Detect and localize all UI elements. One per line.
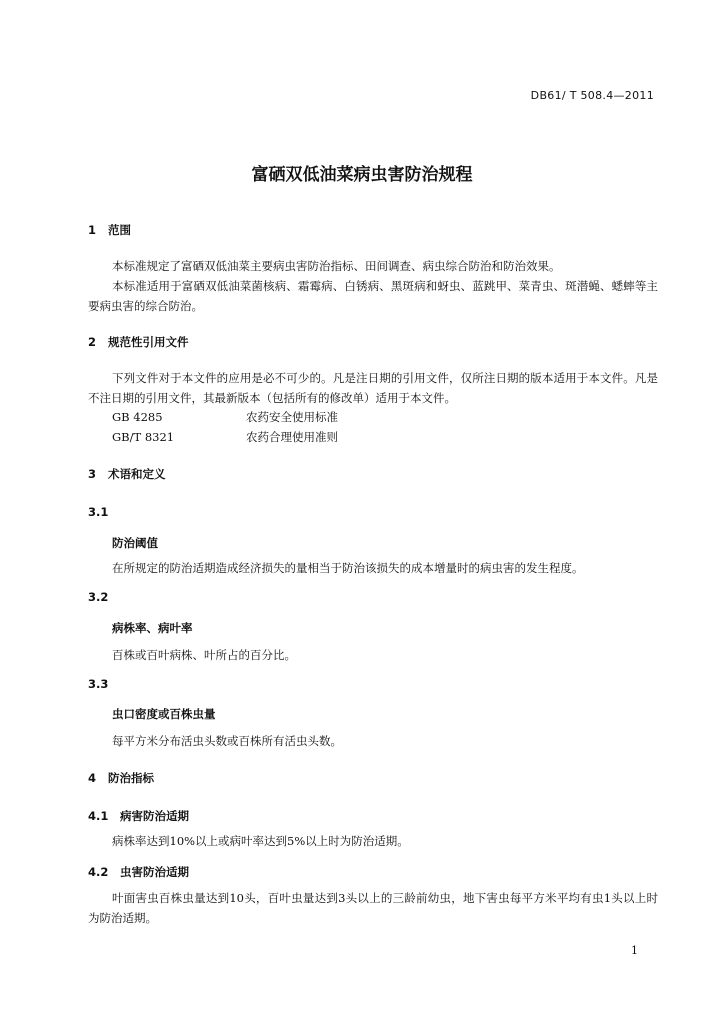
scope-paragraph-2: 本标准适用于富硒双低油菜菌核病、霜霉病、白锈病、黑斑病和蚜虫、蓝跳甲、菜青虫、斑潜蝇、蟋蟀等主要病虫害的综合防治。	[88, 279, 658, 313]
subsection-title: 病害防治适期	[120, 809, 189, 823]
section-1-heading	[88, 222, 131, 238]
scope-paragraph-1: 本标准规定了富硒双低油菜主要病虫害防治指标、田间调查、病虫综合防治和防治效果。	[112, 259, 561, 273]
section-number: 3	[88, 467, 97, 481]
section-2-heading	[88, 334, 189, 350]
section-number: 2	[88, 335, 97, 349]
section-title: 规范性引用文件	[108, 335, 189, 349]
section-title: 防治指标	[108, 771, 154, 785]
reference-item	[112, 429, 338, 445]
subsection-title: 虫害防治适期	[120, 865, 189, 879]
term-name: 病株率、病叶率	[112, 621, 193, 635]
section-3-heading	[88, 466, 166, 482]
disease-control-period-text: 病株率达到10%以上或病叶率达到5%以上时为防治适期。	[112, 834, 409, 848]
pest-control-period-text: 叶面害虫百株虫量达到10头，百叶虫量达到3头以上的三龄前幼虫，地下害虫每平方米平均有虫1头以上时为防治适期。	[88, 891, 658, 925]
reference-code: GB/T 8321	[112, 430, 175, 444]
term-number: 3.2	[88, 590, 109, 604]
reference-name: 农药安全使用标准	[246, 410, 338, 424]
term-definition: 每平方米分布活虫头数或百株所有活虫头数。	[112, 734, 342, 748]
term-definition: 百株或百叶病株、叶所占的百分比。	[112, 648, 296, 662]
subsection-number: 4.2	[88, 865, 109, 879]
term-number: 3.3	[88, 677, 109, 691]
reference-code: GB 4285	[112, 410, 163, 424]
reference-name: 农药合理使用准则	[246, 430, 338, 444]
document-title: 富硒双低油菜病虫害防治规程	[251, 165, 473, 185]
term-number: 3.1	[88, 505, 109, 519]
subsection-4-1-heading	[88, 808, 189, 824]
term-definition: 在所规定的防治适期造成经济损失的量相当于防治该损失的成本增量时的病虫害的发生程度。	[112, 561, 584, 575]
page-number: 1	[631, 944, 638, 957]
standard-code: DB61/ T 508.4—2011	[530, 89, 654, 102]
subsection-number: 4.1	[88, 809, 109, 823]
term-name: 虫口密度或百株虫量	[112, 707, 216, 721]
section-title: 范围	[108, 223, 131, 237]
normative-references-paragraph: 下列文件对于本文件的应用是必不可少的。凡是注日期的引用文件，仅所注日期的版本适用于本文件。凡是不注日期的引用文件，其最新版本（包括所有的修改单）适用于本文件。	[88, 371, 658, 405]
subsection-4-2-heading	[88, 864, 189, 880]
reference-item	[112, 409, 338, 425]
section-number: 4	[88, 771, 97, 785]
section-number: 1	[88, 223, 97, 237]
section-title: 术语和定义	[108, 467, 166, 481]
section-4-heading	[88, 770, 154, 786]
term-name: 防治阈值	[112, 536, 158, 550]
